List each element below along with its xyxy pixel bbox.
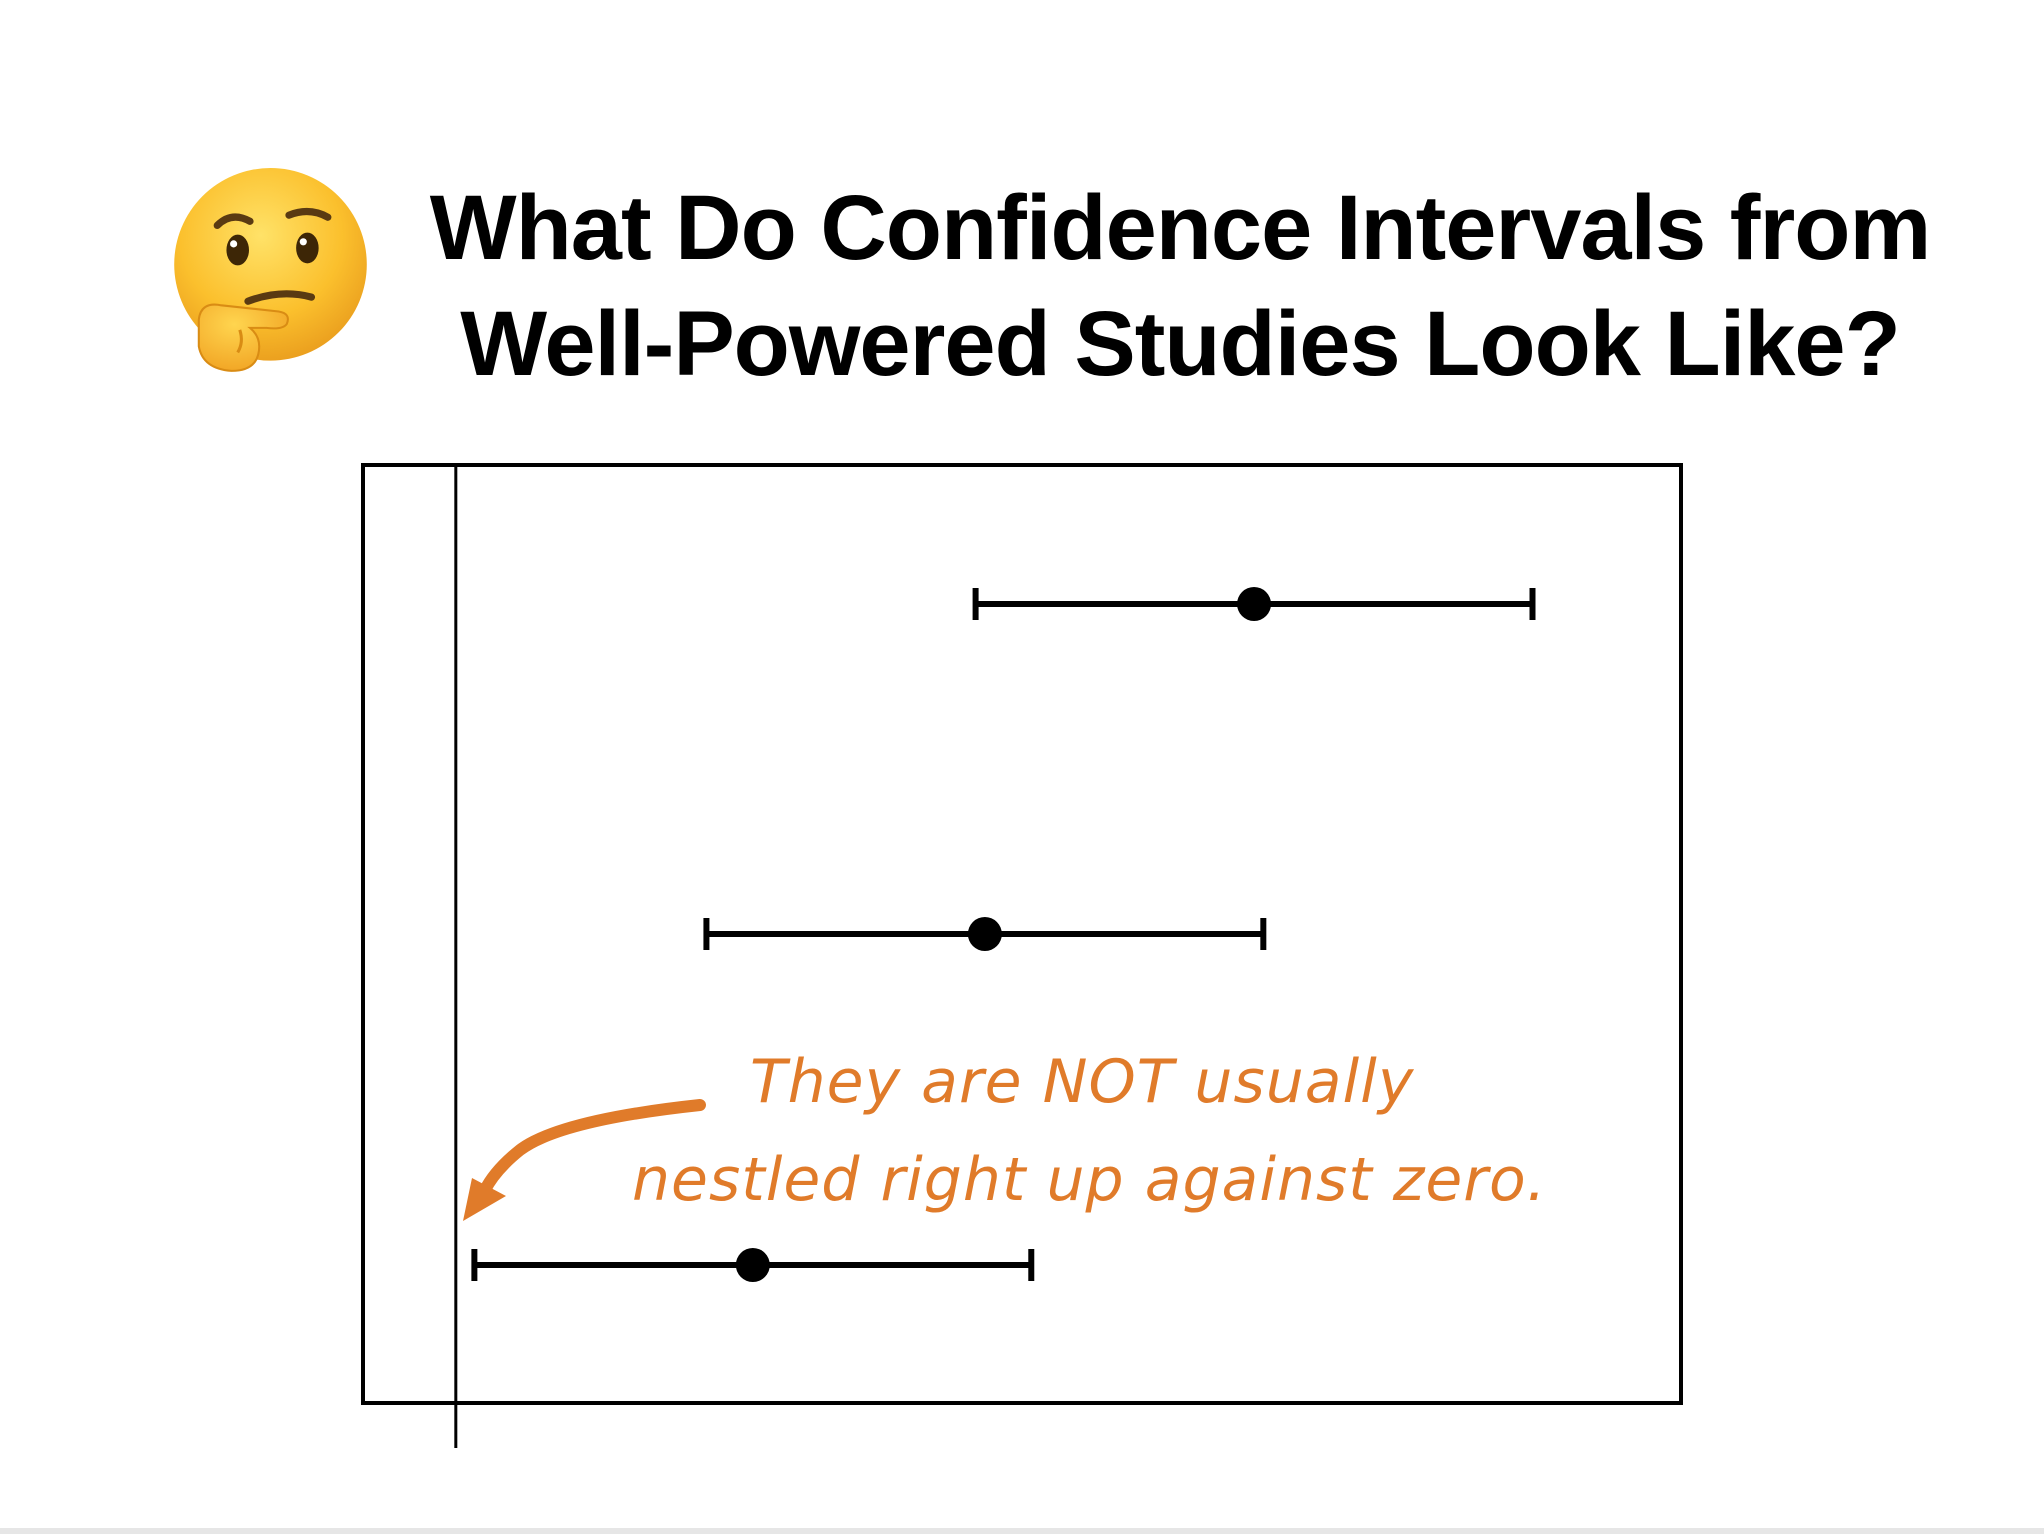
point-estimate-1	[1237, 587, 1271, 621]
title-line-1: What Do Confidence Intervals from	[429, 177, 1931, 279]
annotation-line-2: nestled right up against zero.	[632, 1145, 1547, 1215]
annotation-line-1: They are NOT usually	[750, 1047, 1415, 1117]
title-line-2: Well-Powered Studies Look Like?	[460, 293, 1900, 395]
point-estimate-2	[968, 917, 1002, 951]
footer-bar	[0, 1528, 2044, 1534]
point-estimate-3	[736, 1248, 770, 1282]
